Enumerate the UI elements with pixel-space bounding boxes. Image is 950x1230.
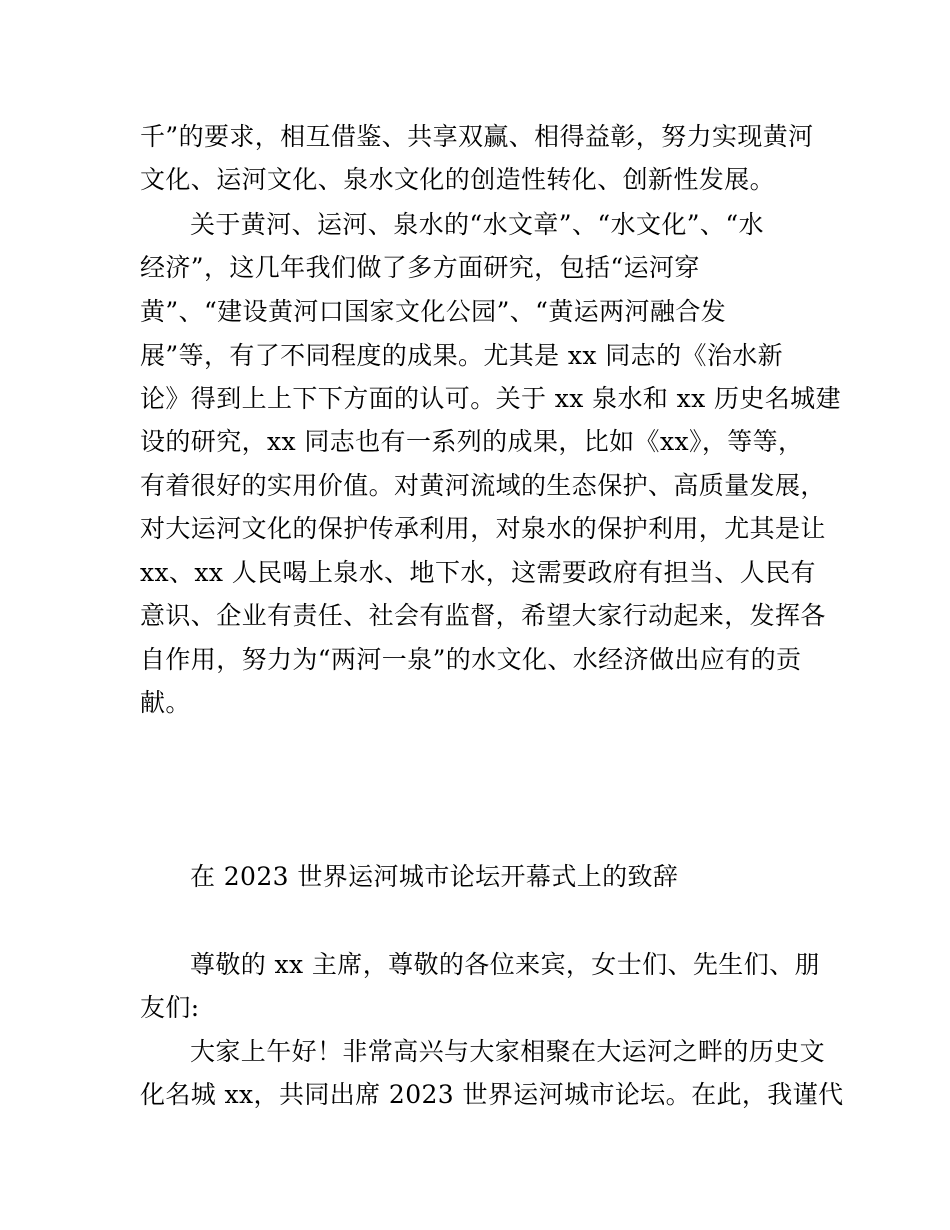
paragraph-line: 对大运河文化的保护传承利用，对泉水的保护利用，尤其是让	[140, 514, 826, 543]
paragraph-line: 大家上午好！非常高兴与大家相聚在大运河之畔的历史文	[190, 1037, 826, 1066]
paragraph-line: 自作用，努力为“两河一泉”的水文化、水经济做出应有的贡	[140, 645, 802, 674]
paragraph-line: 意识、企业有责任、社会有监督，希望大家行动起来，发挥各	[140, 601, 826, 630]
paragraph-line: 展”等，有了不同程度的成果。尤其是 xx 同志的《治水新	[140, 341, 784, 370]
paragraph-line: 文化、运河文化、泉水文化的创造性转化、创新性发展。	[140, 165, 776, 194]
salutation-line: 友们:	[140, 993, 200, 1022]
paragraph-line: 化名城 xx，共同出席 2023 世界运河城市论坛。在此，我谨代	[140, 1080, 844, 1109]
paragraph-line: 献。	[140, 688, 191, 717]
paragraph-line: 黄”、“建设黄河口国家文化公园”、“黄运两河融合发	[140, 297, 727, 326]
paragraph-line: 论》得到上上下下方面的认可。关于 xx 泉水和 xx 历史名城建	[140, 384, 841, 413]
paragraph-line: 有着很好的实用价值。对黄河流域的生态保护、高质量发展，	[140, 471, 826, 500]
paragraph-line: 关于黄河、运河、泉水的“水文章”、“水文化”、“水	[190, 210, 764, 239]
paragraph-line: xx、xx 人民喝上泉水、地下水，这需要政府有担当、人民有	[140, 558, 816, 587]
paragraph-line: 经济”，这几年我们做了多方面研究，包括“运河穿	[140, 253, 700, 282]
paragraph-line: 千”的要求，相互借鉴、共享双赢、相得益彰，努力实现黄河	[140, 122, 814, 151]
speech-title: 在 2023 世界运河城市论坛开幕式上的致辞	[190, 862, 679, 891]
salutation-line: 尊敬的 xx 主席，尊敬的各位来宾，女士们、先生们、朋	[190, 950, 820, 979]
paragraph-line: 设的研究，xx 同志也有一系列的成果，比如《xx》，等等，	[140, 427, 804, 456]
